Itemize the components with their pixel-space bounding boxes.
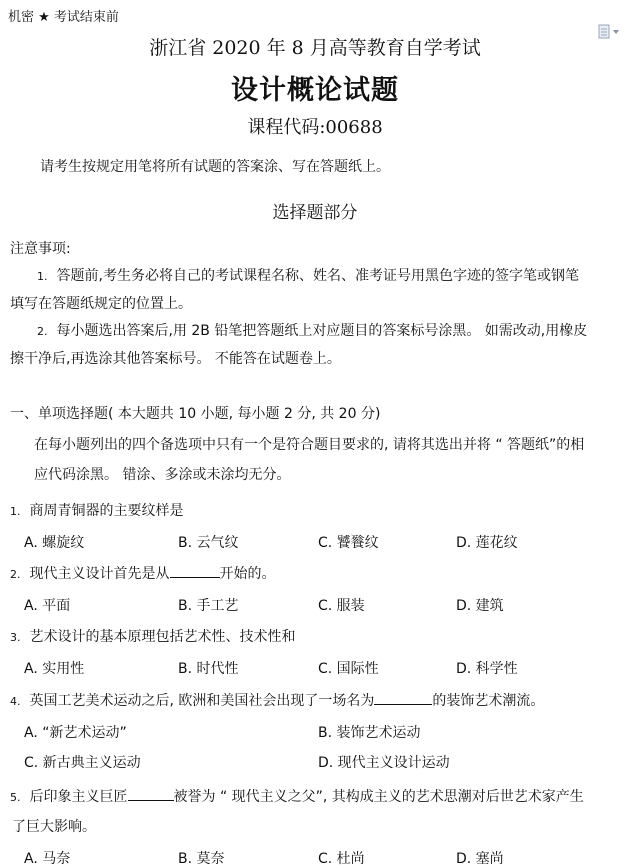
q2-option-b[interactable]: B. 手工艺 [178, 598, 239, 614]
q5-option-a[interactable]: A. 马奈 [24, 851, 71, 867]
notes-heading: 注意事项: [10, 241, 71, 257]
answer-blank [374, 691, 432, 705]
note-number: 2. [37, 325, 48, 338]
question-number: 3. [10, 631, 21, 644]
question-4-stem [10, 690, 544, 710]
note-item-1-line-2: 填写在答题纸规定的位置上。 [10, 296, 192, 312]
q3-option-a[interactable]: A. 实用性 [24, 661, 85, 677]
section-intro-line-2: 应代码涂黑。 错涂、多涂或未涂均无分。 [34, 467, 291, 483]
section-heading: 一、单项选择题( 本大题共 10 小题, 每小题 2 分, 共 20 分) [10, 406, 381, 422]
note-number: 1. [37, 270, 48, 283]
q4-option-c[interactable]: C. 新古典主义运动 [24, 755, 141, 771]
confidential-label: 机密 ★ 考试结束前 [8, 10, 119, 25]
question-1-stem [10, 500, 184, 520]
q2-option-c[interactable]: C. 服装 [318, 598, 365, 614]
exam-title-line1: 浙江省 2020 年 8 月高等教育自学考试 [149, 37, 481, 59]
part-title: 选择题部分 [272, 203, 358, 223]
question-number: 4. [10, 695, 21, 708]
exam-title: 设计概论试题 [231, 75, 399, 106]
question-text: 艺术设计的基本原理包括艺术性、技术性和 [29, 629, 296, 645]
q4-option-a[interactable]: A. “新艺术运动” [24, 725, 127, 741]
note-item-1-line-1 [37, 265, 579, 285]
q1-option-b[interactable]: B. 云气纹 [178, 535, 239, 551]
course-code: 课程代码:00688 [247, 117, 383, 138]
question-text: 开始的。 [219, 566, 276, 582]
answer-instruction: 请考生按规定用笔将所有试题的答案涂、写在答题纸上。 [40, 159, 390, 175]
q1-option-a[interactable]: A. 螺旋纹 [24, 535, 85, 551]
q3-option-d[interactable]: D. 科学性 [456, 661, 518, 677]
q1-option-c[interactable]: C. 饕餮纹 [318, 535, 379, 551]
question-number: 2. [10, 568, 21, 581]
question-3-stem [10, 626, 296, 646]
question-text: 后印象主义巨匠 [29, 789, 128, 805]
note-item-2-line-1 [37, 320, 587, 340]
q5-option-d[interactable]: D. 塞尚 [456, 851, 504, 867]
question-number: 1. [10, 505, 21, 518]
q3-option-c[interactable]: C. 国际性 [318, 661, 379, 677]
question-text: 现代主义设计首先是从 [29, 566, 170, 582]
question-2-stem [10, 563, 276, 583]
question-5-stem [10, 786, 584, 806]
q5-option-b[interactable]: B. 莫奈 [178, 851, 225, 867]
note-text: 每小题选出答案后,用 2B 铅笔把答题纸上对应题目的答案标号涂黑。 如需改动,用橡皮 [56, 323, 588, 339]
answer-blank [170, 564, 220, 578]
q2-option-d[interactable]: D. 建筑 [456, 598, 504, 614]
q3-option-b[interactable]: B. 时代性 [178, 661, 239, 677]
q4-option-d[interactable]: D. 现代主义设计运动 [318, 755, 450, 771]
question-5-stem-line-2: 了巨大影响。 [12, 819, 96, 835]
answer-blank [128, 787, 174, 801]
note-text: 答题前,考生务必将自己的考试课程名称、姓名、准考证号用黑色字迹的签字笔或钢笔 [56, 268, 579, 284]
question-text: 的装饰艺术潮流。 [432, 693, 545, 709]
question-text: 英国工艺美术运动之后, 欧洲和美国社会出现了一场名为 [29, 693, 375, 709]
note-item-2-line-2: 擦干净后,再选涂其他答案标号。 不能答在试题卷上。 [10, 351, 341, 367]
q2-option-a[interactable]: A. 平面 [24, 598, 71, 614]
q4-option-b[interactable]: B. 装饰艺术运动 [318, 725, 421, 741]
question-number: 5. [10, 791, 21, 804]
question-text: 被誉为 “ 现代主义之父”, 其构成主义的艺术思潮对后世艺术家产生 [173, 789, 584, 805]
section-intro-line-1: 在每小题列出的四个备选项中只有一个是符合题目要求的, 请将其选出并将 “ 答题纸”的相 [34, 437, 585, 453]
q1-option-d[interactable]: D. 莲花纹 [456, 535, 518, 551]
question-text: 商周青铜器的主要纹样是 [29, 503, 184, 519]
q5-option-c[interactable]: C. 杜尚 [318, 851, 365, 867]
